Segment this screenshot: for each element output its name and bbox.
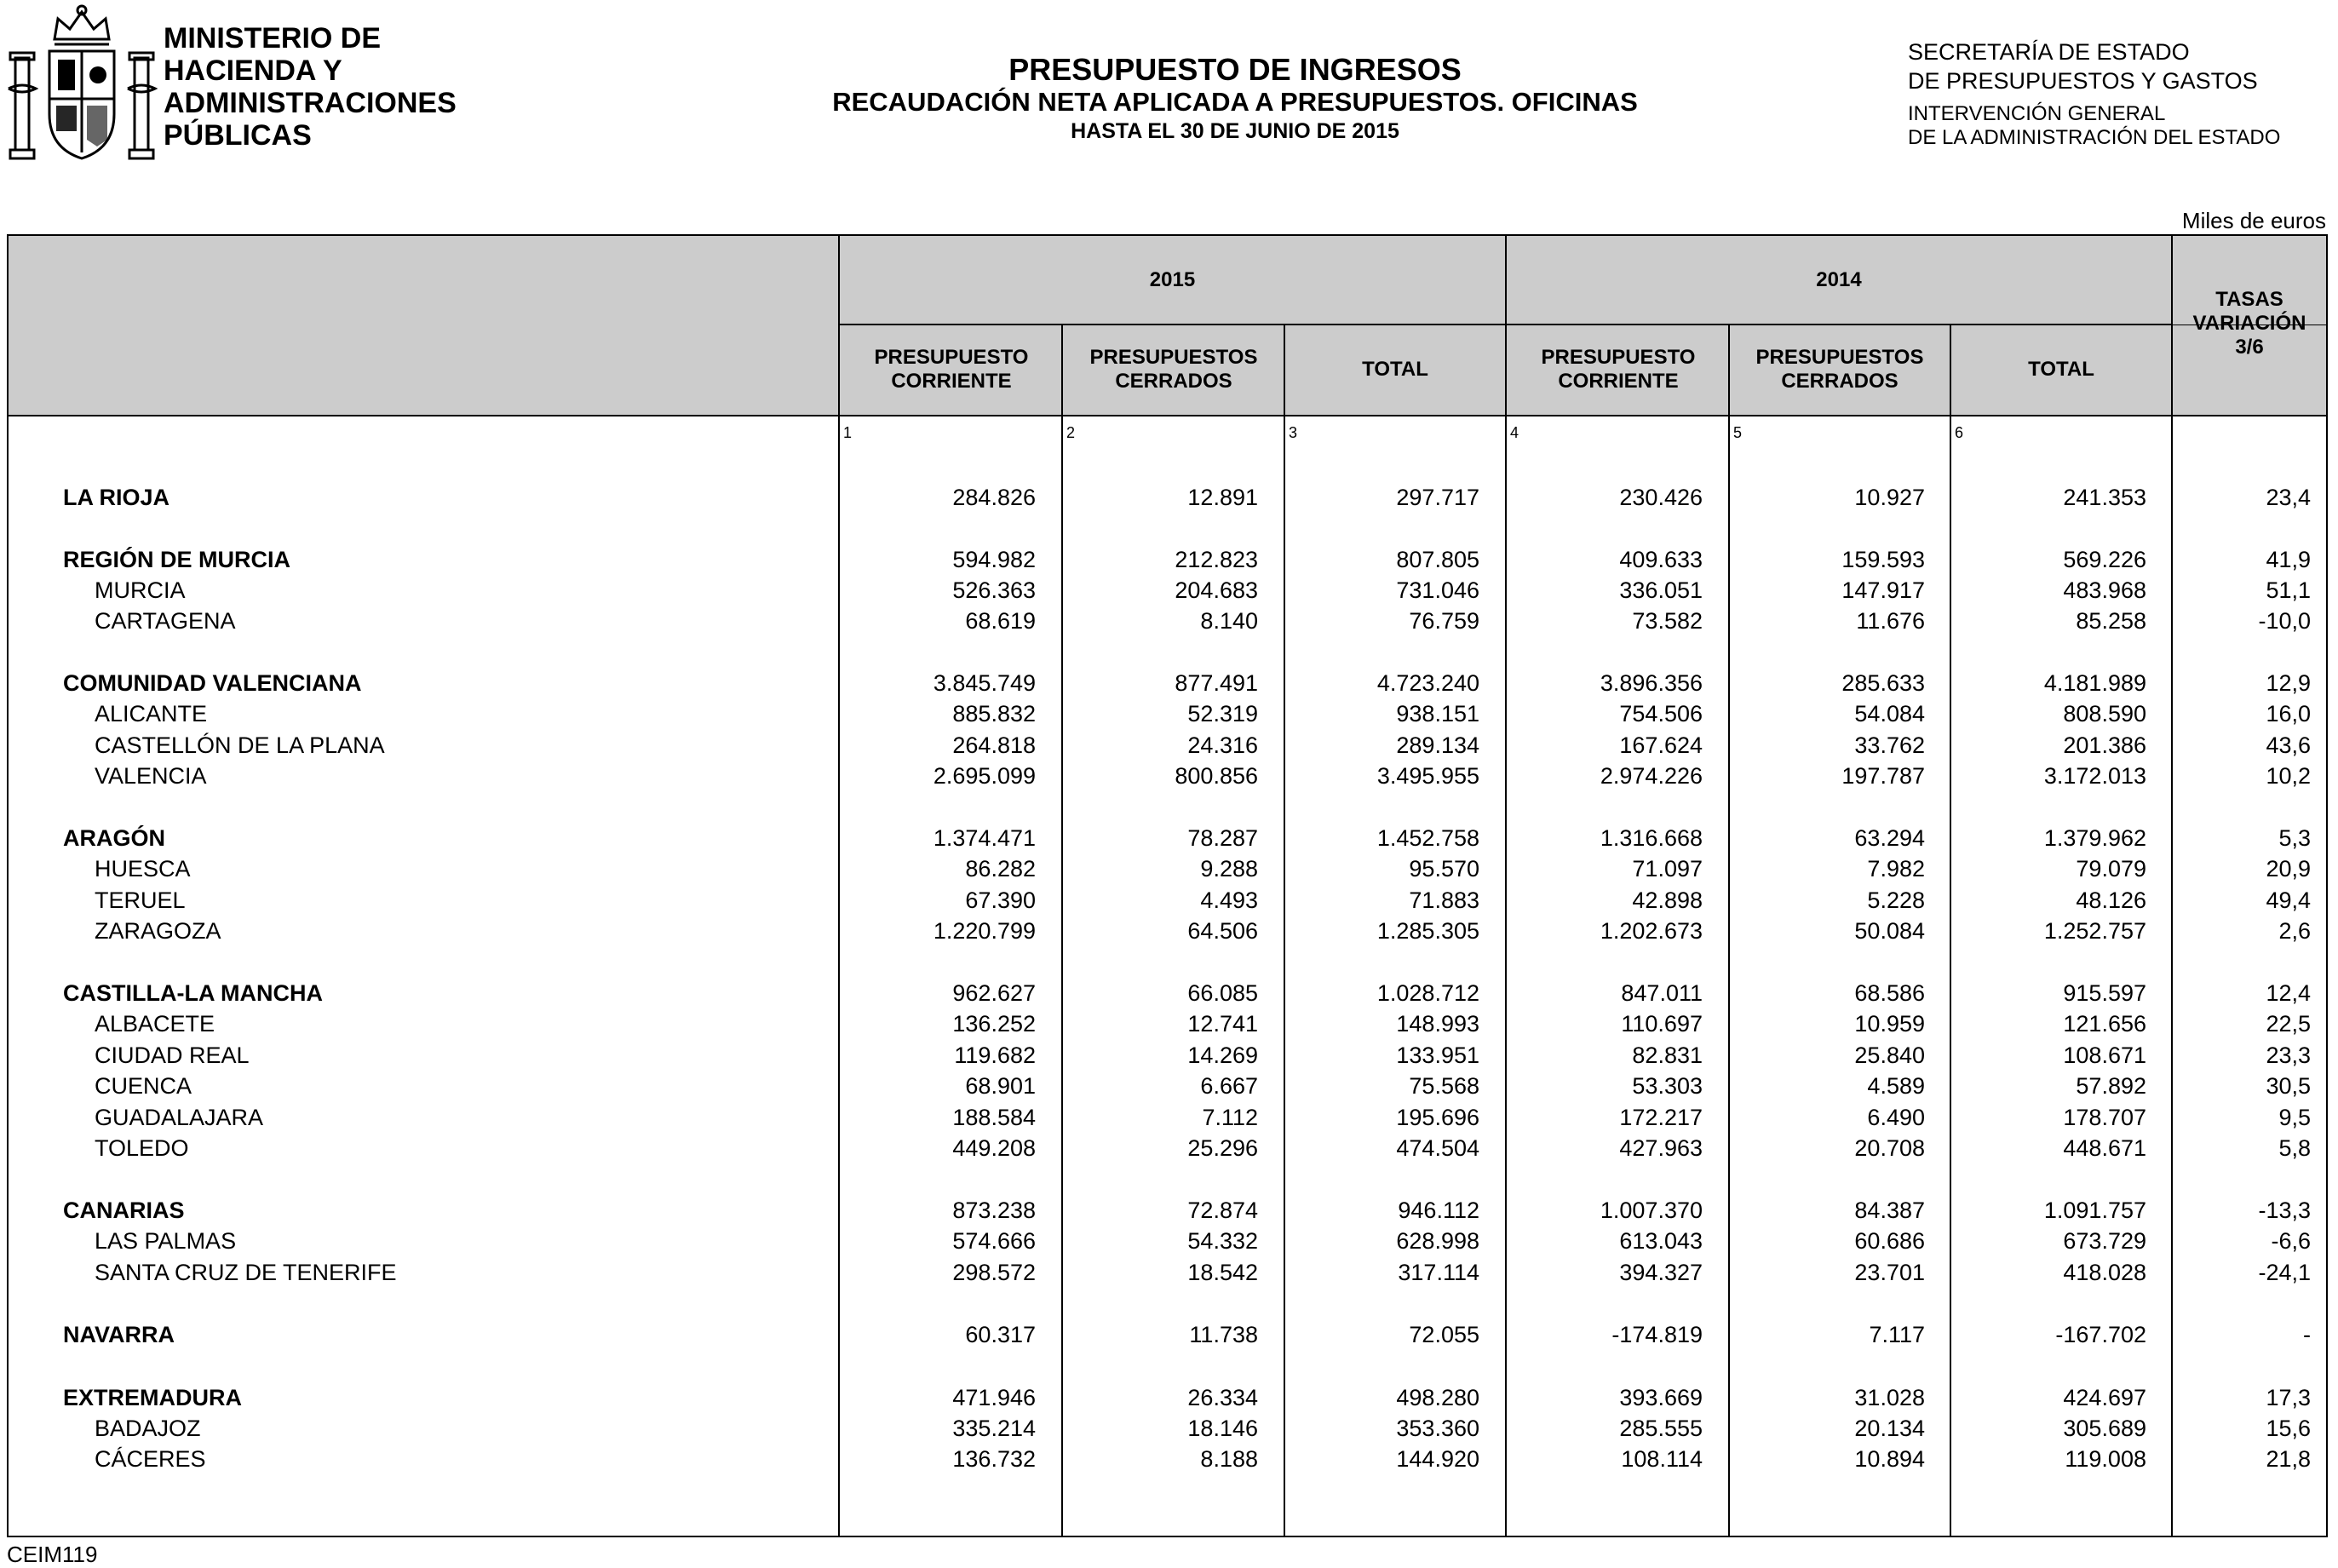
table-row bbox=[0, 854, 2338, 883]
amount-cell: 6.490 bbox=[1867, 1105, 1925, 1130]
amount-cell: 448.671 bbox=[2063, 1135, 2146, 1161]
column-number: 3 bbox=[1289, 424, 1298, 441]
amount-cell: 808.590 bbox=[2063, 701, 2146, 727]
amount-cell: 66.085 bbox=[1187, 980, 1258, 1006]
amount-cell: 241.353 bbox=[2063, 485, 2146, 510]
rate-cell: 17,3 bbox=[2266, 1385, 2311, 1410]
secretaria-line: DE PRESUPUESTOS Y GASTOS bbox=[1908, 68, 2258, 94]
amount-cell: 212.823 bbox=[1175, 547, 1258, 572]
amount-cell: 230.426 bbox=[1619, 485, 1703, 510]
table-row bbox=[0, 1041, 2338, 1070]
amount-cell: 569.226 bbox=[2063, 547, 2146, 572]
rate-cell: 23,3 bbox=[2266, 1042, 2311, 1068]
amount-cell: 946.112 bbox=[1398, 1198, 1479, 1223]
amount-cell: 754.506 bbox=[1619, 701, 1703, 727]
amount-cell: 305.689 bbox=[2063, 1416, 2146, 1441]
amount-cell: 11.676 bbox=[1856, 608, 1925, 634]
amount-cell: 79.079 bbox=[2076, 856, 2146, 882]
amount-cell: 50.084 bbox=[1854, 918, 1925, 944]
region-name: REGIÓN DE MURCIA bbox=[63, 547, 291, 572]
report-date: HASTA EL 30 DE JUNIO DE 2015 bbox=[1071, 119, 1399, 143]
amount-cell: 31.028 bbox=[1854, 1385, 1925, 1410]
amount-cell: 298.572 bbox=[952, 1260, 1036, 1285]
amount-cell: 201.386 bbox=[2063, 732, 2146, 758]
amount-cell: 4.493 bbox=[1200, 887, 1258, 913]
amount-cell: 64.506 bbox=[1187, 918, 1258, 944]
rate-cell: 23,4 bbox=[2266, 485, 2311, 510]
rate-cell: 20,9 bbox=[2266, 856, 2311, 882]
amount-cell: 68.619 bbox=[965, 608, 1036, 634]
amount-cell: 4.181.989 bbox=[2043, 670, 2146, 696]
amount-cell: 3.172.013 bbox=[2043, 763, 2146, 789]
amount-cell: 962.627 bbox=[952, 980, 1036, 1006]
amount-cell: 1.028.712 bbox=[1376, 980, 1479, 1006]
amount-cell: 1.316.668 bbox=[1600, 825, 1703, 851]
tasas-variacion-header: TASAS VARIACIÓN 3/6 bbox=[2192, 288, 2306, 359]
ministry-line: PÚBLICAS bbox=[164, 119, 312, 152]
rate-cell: 9,5 bbox=[2278, 1105, 2311, 1130]
secretaria-line: SECRETARÍA DE ESTADO bbox=[1908, 39, 2190, 65]
office-name: CUENCA bbox=[95, 1073, 192, 1099]
amount-cell: 498.280 bbox=[1396, 1385, 1479, 1410]
table-row bbox=[0, 1103, 2338, 1132]
amount-cell: 285.633 bbox=[1841, 670, 1925, 696]
rate-cell: 49,4 bbox=[2266, 887, 2311, 913]
ministry-line: ADMINISTRACIONES bbox=[164, 87, 457, 119]
rate-cell: 10,2 bbox=[2266, 763, 2311, 789]
amount-cell: 2.974.226 bbox=[1600, 763, 1703, 789]
amount-cell: 873.238 bbox=[952, 1198, 1036, 1223]
amount-cell: 7.117 bbox=[1869, 1322, 1925, 1347]
amount-cell: 78.287 bbox=[1187, 825, 1258, 851]
rate-cell: -10,0 bbox=[2258, 608, 2311, 634]
amount-cell: 95.570 bbox=[1409, 856, 1479, 882]
office-name: ALBACETE bbox=[95, 1011, 215, 1037]
amount-cell: 297.717 bbox=[1396, 485, 1479, 510]
amount-cell: 1.202.673 bbox=[1600, 918, 1703, 944]
table-row bbox=[0, 669, 2338, 698]
ministry-line: MINISTERIO DE bbox=[164, 22, 382, 55]
rate-cell: 16,0 bbox=[2266, 701, 2311, 727]
amount-cell: 418.028 bbox=[2063, 1260, 2146, 1285]
amount-cell: 1.379.962 bbox=[2043, 825, 2146, 851]
office-name: CARTAGENA bbox=[95, 608, 236, 634]
region-name: CASTILLA-LA MANCHA bbox=[63, 980, 323, 1006]
ministry-line: HACIENDA Y bbox=[164, 55, 342, 87]
amount-cell: 25.296 bbox=[1187, 1135, 1258, 1161]
units-label: Miles de euros bbox=[2181, 208, 2326, 233]
amount-cell: 394.327 bbox=[1619, 1260, 1703, 1285]
rate-cell: 15,6 bbox=[2266, 1416, 2311, 1441]
office-name: TERUEL bbox=[95, 887, 186, 913]
rate-cell: 41,9 bbox=[2266, 547, 2311, 572]
amount-cell: 424.697 bbox=[2063, 1385, 2146, 1410]
amount-cell: 72.874 bbox=[1187, 1198, 1258, 1223]
table-row bbox=[0, 1258, 2338, 1287]
amount-cell: 11.738 bbox=[1189, 1322, 1258, 1347]
amount-cell: 42.898 bbox=[1632, 887, 1703, 913]
office-name: GUADALAJARA bbox=[95, 1105, 264, 1130]
amount-cell: 847.011 bbox=[1621, 980, 1703, 1006]
table-row bbox=[0, 545, 2338, 574]
rate-cell: - bbox=[2303, 1322, 2311, 1347]
amount-cell: 18.146 bbox=[1187, 1416, 1258, 1441]
amount-cell: 24.316 bbox=[1187, 732, 1258, 758]
table-row bbox=[0, 1320, 2338, 1349]
amount-cell: 195.696 bbox=[1396, 1105, 1479, 1130]
amount-cell: 393.669 bbox=[1619, 1385, 1703, 1410]
amount-cell: 1.091.757 bbox=[2043, 1198, 2146, 1223]
office-name: SANTA CRUZ DE TENERIFE bbox=[95, 1260, 397, 1285]
amount-cell: 449.208 bbox=[952, 1135, 1036, 1161]
amount-cell: 136.252 bbox=[952, 1011, 1036, 1037]
amount-cell: 167.624 bbox=[1619, 732, 1703, 758]
amount-cell: 8.188 bbox=[1200, 1446, 1258, 1472]
table-row bbox=[0, 1383, 2338, 1412]
amount-cell: 594.982 bbox=[952, 547, 1036, 572]
office-name: ZARAGOZA bbox=[95, 918, 221, 944]
amount-cell: 1.220.799 bbox=[933, 918, 1036, 944]
amount-cell: 26.334 bbox=[1187, 1385, 1258, 1410]
amount-cell: 144.920 bbox=[1396, 1446, 1479, 1472]
amount-cell: 10.959 bbox=[1854, 1011, 1925, 1037]
amount-cell: 147.917 bbox=[1841, 577, 1925, 603]
table-row bbox=[0, 1196, 2338, 1225]
report-title: PRESUPUESTO DE INGRESOS bbox=[1008, 52, 1462, 87]
table-row bbox=[0, 576, 2338, 605]
col-presupuestos-cerrados-2014: PRESUPUESTOS CERRADOS bbox=[1755, 346, 1924, 393]
office-name: BADAJOZ bbox=[95, 1416, 201, 1441]
rate-cell: -6,6 bbox=[2271, 1228, 2311, 1254]
region-name: NAVARRA bbox=[63, 1322, 175, 1347]
office-name: CIUDAD REAL bbox=[95, 1042, 250, 1068]
amount-cell: 317.114 bbox=[1398, 1260, 1479, 1285]
year-2015-header: 2015 bbox=[1149, 267, 1196, 291]
amount-cell: -167.702 bbox=[2055, 1322, 2146, 1347]
amount-cell: 73.582 bbox=[1632, 608, 1703, 634]
amount-cell: 133.951 bbox=[1396, 1042, 1479, 1068]
column-number: 6 bbox=[1955, 424, 1964, 441]
amount-cell: 84.387 bbox=[1854, 1198, 1925, 1223]
amount-cell: 285.555 bbox=[1619, 1416, 1703, 1441]
amount-cell: 54.084 bbox=[1854, 701, 1925, 727]
amount-cell: 574.666 bbox=[952, 1228, 1036, 1254]
rate-cell: 22,5 bbox=[2266, 1011, 2311, 1037]
column-number: 2 bbox=[1066, 424, 1076, 441]
amount-cell: 1.252.757 bbox=[2043, 918, 2146, 944]
amount-cell: 25.840 bbox=[1854, 1042, 1925, 1068]
amount-cell: 483.968 bbox=[2063, 577, 2146, 603]
amount-cell: 121.656 bbox=[2063, 1011, 2146, 1037]
rate-cell: -24,1 bbox=[2258, 1260, 2311, 1285]
amount-cell: 75.568 bbox=[1409, 1073, 1479, 1099]
amount-cell: 33.762 bbox=[1854, 732, 1925, 758]
amount-cell: 877.491 bbox=[1175, 670, 1258, 696]
rate-cell: 21,8 bbox=[2266, 1446, 2311, 1472]
amount-cell: 628.998 bbox=[1396, 1228, 1479, 1254]
amount-cell: 60.317 bbox=[965, 1322, 1036, 1347]
amount-cell: -174.819 bbox=[1611, 1322, 1703, 1347]
office-name: MURCIA bbox=[95, 577, 186, 603]
amount-cell: 148.993 bbox=[1396, 1011, 1479, 1037]
amount-cell: 409.633 bbox=[1619, 547, 1703, 572]
amount-cell: 67.390 bbox=[965, 887, 1036, 913]
region-name: ARAGÓN bbox=[63, 825, 165, 851]
amount-cell: 731.046 bbox=[1396, 577, 1479, 603]
table-row bbox=[0, 731, 2338, 760]
amount-cell: 6.667 bbox=[1200, 1073, 1258, 1099]
amount-cell: 264.818 bbox=[952, 732, 1036, 758]
amount-cell: 108.114 bbox=[1621, 1446, 1703, 1472]
amount-cell: 3.845.749 bbox=[933, 670, 1036, 696]
amount-cell: 4.723.240 bbox=[1376, 670, 1479, 696]
office-name: HUESCA bbox=[95, 856, 191, 882]
col-presupuesto-corriente-2015: PRESUPUESTO CORRIENTE bbox=[874, 346, 1029, 393]
office-name: ALICANTE bbox=[95, 701, 208, 727]
rate-cell: 51,1 bbox=[2266, 577, 2311, 603]
table-row bbox=[0, 1071, 2338, 1100]
office-name: CASTELLÓN DE LA PLANA bbox=[95, 732, 385, 758]
amount-cell: 197.787 bbox=[1841, 763, 1925, 789]
amount-cell: 2.695.099 bbox=[933, 763, 1036, 789]
amount-cell: 10.927 bbox=[1854, 485, 1925, 510]
amount-cell: 12.741 bbox=[1187, 1011, 1258, 1037]
amount-cell: 353.360 bbox=[1396, 1416, 1479, 1441]
amount-cell: 471.946 bbox=[952, 1385, 1036, 1410]
amount-cell: 8.140 bbox=[1200, 608, 1258, 634]
amount-cell: 76.759 bbox=[1409, 608, 1479, 634]
amount-cell: 9.288 bbox=[1200, 856, 1258, 882]
amount-cell: 526.363 bbox=[952, 577, 1036, 603]
amount-cell: 1.452.758 bbox=[1376, 825, 1479, 851]
amount-cell: 108.671 bbox=[2063, 1042, 2146, 1068]
amount-cell: 172.217 bbox=[1619, 1105, 1703, 1130]
amount-cell: 4.589 bbox=[1867, 1073, 1925, 1099]
amount-cell: 204.683 bbox=[1175, 577, 1258, 603]
region-name: EXTREMADURA bbox=[63, 1385, 243, 1410]
amount-cell: 807.805 bbox=[1396, 547, 1479, 572]
col-presupuesto-corriente-2014: PRESUPUESTO CORRIENTE bbox=[1541, 346, 1696, 393]
amount-cell: 159.593 bbox=[1841, 547, 1925, 572]
table-row bbox=[0, 1445, 2338, 1473]
rate-cell: 43,6 bbox=[2266, 732, 2311, 758]
amount-cell: 53.303 bbox=[1632, 1073, 1703, 1099]
column-number: 4 bbox=[1510, 424, 1519, 441]
table-row bbox=[0, 916, 2338, 945]
amount-cell: 63.294 bbox=[1854, 825, 1925, 851]
col-total-2015: TOTAL bbox=[1362, 358, 1428, 381]
table-row bbox=[0, 824, 2338, 853]
amount-cell: 188.584 bbox=[952, 1105, 1036, 1130]
amount-cell: 85.258 bbox=[2076, 608, 2146, 634]
table-row bbox=[0, 1009, 2338, 1038]
amount-cell: 20.708 bbox=[1854, 1135, 1925, 1161]
amount-cell: 119.682 bbox=[954, 1042, 1036, 1068]
office-name: VALENCIA bbox=[95, 763, 207, 789]
office-name: TOLEDO bbox=[95, 1135, 189, 1161]
office-name: CÁCERES bbox=[95, 1446, 206, 1472]
amount-cell: 474.504 bbox=[1396, 1135, 1479, 1161]
amount-cell: 18.542 bbox=[1187, 1260, 1258, 1285]
amount-cell: 289.134 bbox=[1396, 732, 1479, 758]
amount-cell: 82.831 bbox=[1632, 1042, 1703, 1068]
amount-cell: 1.007.370 bbox=[1600, 1198, 1703, 1223]
amount-cell: 48.126 bbox=[2076, 887, 2146, 913]
amount-cell: 72.055 bbox=[1409, 1322, 1479, 1347]
amount-cell: 1.285.305 bbox=[1376, 918, 1479, 944]
amount-cell: 68.586 bbox=[1854, 980, 1925, 1006]
amount-cell: 178.707 bbox=[2063, 1105, 2146, 1130]
amount-cell: 3.495.955 bbox=[1376, 763, 1479, 789]
amount-cell: 54.332 bbox=[1187, 1228, 1258, 1254]
table-row bbox=[0, 886, 2338, 915]
amount-cell: 7.112 bbox=[1202, 1105, 1258, 1130]
amount-cell: 23.701 bbox=[1854, 1260, 1925, 1285]
amount-cell: 5.228 bbox=[1867, 887, 1925, 913]
amount-cell: 86.282 bbox=[965, 856, 1036, 882]
amount-cell: 136.732 bbox=[952, 1446, 1036, 1472]
amount-cell: 14.269 bbox=[1187, 1042, 1258, 1068]
amount-cell: 110.697 bbox=[1621, 1011, 1703, 1037]
amount-cell: 673.729 bbox=[2063, 1228, 2146, 1254]
amount-cell: 71.883 bbox=[1409, 887, 1479, 913]
table-row bbox=[0, 483, 2338, 512]
amount-cell: 284.826 bbox=[952, 485, 1036, 510]
amount-cell: 119.008 bbox=[2065, 1446, 2146, 1472]
col-total-2014: TOTAL bbox=[2028, 358, 2094, 381]
amount-cell: 800.856 bbox=[1175, 763, 1258, 789]
amount-cell: 12.891 bbox=[1187, 485, 1258, 510]
amount-cell: 1.374.471 bbox=[933, 825, 1036, 851]
amount-cell: 68.901 bbox=[965, 1073, 1036, 1099]
table-row bbox=[0, 699, 2338, 728]
amount-cell: 915.597 bbox=[2063, 980, 2146, 1006]
amount-cell: 60.686 bbox=[1854, 1228, 1925, 1254]
intervencion-line: INTERVENCIÓN GENERAL bbox=[1908, 102, 2166, 125]
region-name: LA RIOJA bbox=[63, 485, 170, 510]
rate-cell: 2,6 bbox=[2278, 918, 2311, 944]
rate-cell: 12,9 bbox=[2266, 670, 2311, 696]
column-number: 5 bbox=[1733, 424, 1743, 441]
amount-cell: 336.051 bbox=[1619, 577, 1703, 603]
amount-cell: 3.896.356 bbox=[1600, 670, 1703, 696]
intervencion-line: DE LA ADMINISTRACIÓN DEL ESTADO bbox=[1908, 126, 2281, 149]
amount-cell: 20.134 bbox=[1854, 1416, 1925, 1441]
column-number: 1 bbox=[843, 424, 853, 441]
region-name: COMUNIDAD VALENCIANA bbox=[63, 670, 362, 696]
amount-cell: 52.319 bbox=[1187, 701, 1258, 727]
amount-cell: 57.892 bbox=[2076, 1073, 2146, 1099]
amount-cell: 427.963 bbox=[1619, 1135, 1703, 1161]
report-subtitle: RECAUDACIÓN NETA APLICADA A PRESUPUESTOS. OFICINAS bbox=[832, 87, 1638, 117]
amount-cell: 938.151 bbox=[1396, 701, 1479, 727]
amount-cell: 10.894 bbox=[1854, 1446, 1925, 1472]
amount-cell: 885.832 bbox=[952, 701, 1036, 727]
table-row bbox=[0, 979, 2338, 1008]
table-row bbox=[0, 1134, 2338, 1163]
amount-cell: 613.043 bbox=[1619, 1228, 1703, 1254]
amount-cell: 7.982 bbox=[1867, 856, 1925, 882]
rate-cell: 12,4 bbox=[2266, 980, 2311, 1006]
table-row bbox=[0, 1414, 2338, 1443]
report-code: CEIM119 bbox=[7, 1542, 98, 1567]
table-row bbox=[0, 606, 2338, 635]
region-name: CANARIAS bbox=[63, 1198, 185, 1223]
table-row bbox=[0, 761, 2338, 790]
amount-cell: 335.214 bbox=[952, 1416, 1036, 1441]
col-presupuestos-cerrados-2015: PRESUPUESTOS CERRADOS bbox=[1089, 346, 1258, 393]
rate-cell: -13,3 bbox=[2258, 1198, 2311, 1223]
table-row bbox=[0, 1226, 2338, 1255]
year-2014-header: 2014 bbox=[1816, 267, 1862, 291]
rate-cell: 5,3 bbox=[2278, 825, 2311, 851]
rate-cell: 30,5 bbox=[2266, 1073, 2311, 1099]
amount-cell: 71.097 bbox=[1632, 856, 1703, 882]
office-name: LAS PALMAS bbox=[95, 1228, 237, 1254]
rate-cell: 5,8 bbox=[2278, 1135, 2311, 1161]
